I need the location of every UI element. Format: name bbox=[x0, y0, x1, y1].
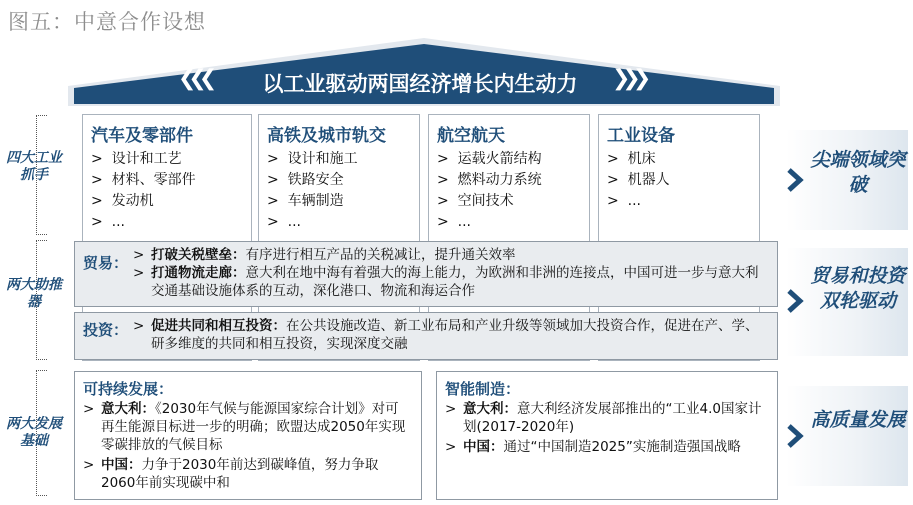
smart-item bbox=[445, 400, 765, 436]
trade-point-head: 打破关税壁垒： bbox=[151, 247, 246, 263]
list-item: > 设计和施工 bbox=[267, 149, 358, 170]
outcome-text: 尖端领域突破 bbox=[810, 149, 906, 196]
smart-item-text: 通过“中国制造2025”实施制造强国战略 bbox=[503, 439, 741, 455]
list-item: > 机床 bbox=[607, 149, 670, 170]
roof-title: 以工业驱动两国经济增长内生动力 bbox=[262, 71, 578, 96]
chevron-right-icon bbox=[786, 423, 804, 449]
list-item: > 空间技术 bbox=[437, 191, 542, 212]
list-item: > ... bbox=[267, 212, 358, 233]
sustain-item-head: 意大利： bbox=[101, 401, 155, 417]
list-item: > 运载火箭结构 bbox=[437, 149, 542, 170]
sustain-title: 可持续发展： bbox=[83, 380, 174, 398]
trade-point: > 打破关税壁垒：有序进行相互产品的关税减让，提升通关效率 bbox=[133, 247, 516, 263]
smart-item-text: 意大利经济发展部推出的“工业4.0国家计划(2017-2020年) bbox=[463, 401, 762, 435]
trade-points bbox=[133, 246, 769, 300]
invest-text: 在公共设施改造、新工业布局和产业升级等领域加大投资合作，促进在产、学、研多维度的共同和相互投资，实现深度交融 bbox=[151, 318, 759, 352]
list-item: > 材料、零部件 bbox=[91, 170, 196, 191]
invest-band bbox=[74, 312, 778, 360]
trade-band bbox=[74, 241, 778, 307]
sustain-item-head: 中国： bbox=[101, 457, 142, 473]
chevron-right-icon bbox=[786, 288, 804, 314]
list-item: > 车辆制造 bbox=[267, 191, 358, 212]
trade-point-text: 意大利在地中海有着强大的海上能力，为欧洲和非洲的连接点，中国可进一步与意大利交通基础设施体系的互动，深化港口、物流和海运合作 bbox=[151, 265, 759, 299]
sustain-item bbox=[83, 400, 408, 454]
trade-label: 贸易： bbox=[83, 254, 129, 272]
list-item: > ... bbox=[91, 212, 196, 233]
list-item: > ... bbox=[607, 191, 670, 212]
smart-item-head: 中国： bbox=[463, 439, 504, 455]
smart-item-head: 意大利： bbox=[463, 401, 517, 417]
list-item: > 发动机 bbox=[91, 191, 196, 212]
list-item: > 机器人 bbox=[607, 170, 670, 191]
outcome-text: 贸易和投资双轮驱动 bbox=[810, 265, 906, 312]
pillar-title: 航空航天 bbox=[437, 126, 505, 146]
trade-point-text: 有序进行相互产品的关税减让，提升通关效率 bbox=[245, 247, 516, 263]
list-item: > 设计和工艺 bbox=[91, 149, 196, 170]
trade-point-head: 打通物流走廊： bbox=[151, 265, 246, 281]
sustain-box bbox=[74, 371, 422, 500]
sustain-item-text: 《2030年气候与能源国家综合计划》对可再生能源目标进一步的明确；欧盟达成2050年实现零碳排放的气候目标 bbox=[101, 401, 406, 453]
side-label-helpers: 两大助推器 bbox=[6, 277, 62, 310]
smart-box bbox=[436, 371, 778, 500]
invest-label: 投资： bbox=[83, 321, 129, 339]
list-item: > ... bbox=[437, 212, 542, 233]
outcome-panel-trade-invest bbox=[786, 248, 908, 356]
invest-point: > 促进共同和相互投资：在公共设施改造、新工业布局和产业升级等领域加大投资合作，促进在产、学、研多维度的共同和相互投资，实现深度交融 bbox=[133, 318, 759, 352]
outcome-panel-breakthrough bbox=[786, 130, 908, 230]
sustain-item bbox=[83, 456, 408, 492]
chevron-right-icon bbox=[786, 167, 804, 193]
invest-head: 促进共同和相互投资： bbox=[151, 318, 286, 334]
outcome-text: 高质量发展 bbox=[810, 409, 906, 431]
smart-item bbox=[445, 438, 765, 456]
list-item: > 铁路安全 bbox=[267, 170, 358, 191]
side-label-foundation: 两大发展基础 bbox=[6, 416, 62, 449]
side-label-pillars: 四大工业抓手 bbox=[6, 150, 62, 183]
figure-title: 图五：中意合作设想 bbox=[8, 10, 206, 34]
outcome-panel-quality bbox=[786, 386, 908, 486]
pillar-title: 汽车及零部件 bbox=[91, 126, 193, 146]
list-item: > 燃料动力系统 bbox=[437, 170, 542, 191]
pillar-title: 工业设备 bbox=[607, 126, 675, 146]
roof-left-chevrons: ❮❮❮ bbox=[178, 66, 210, 91]
roof-right-chevrons: ❯❯❯ bbox=[612, 66, 644, 91]
trade-point: > 打通物流走廊：意大利在地中海有着强大的海上能力，为欧洲和非洲的连接点，中国可进一步与意大利交通基础设施体系的互动，深化港口、物流和海运合作 bbox=[133, 265, 759, 299]
pillar-title: 高铁及城市轨交 bbox=[267, 126, 386, 146]
sustain-item-text: 力争于2030年前达到碳峰值，努力争取2060年前实现碳中和 bbox=[101, 457, 379, 491]
smart-title: 智能制造： bbox=[445, 380, 521, 398]
